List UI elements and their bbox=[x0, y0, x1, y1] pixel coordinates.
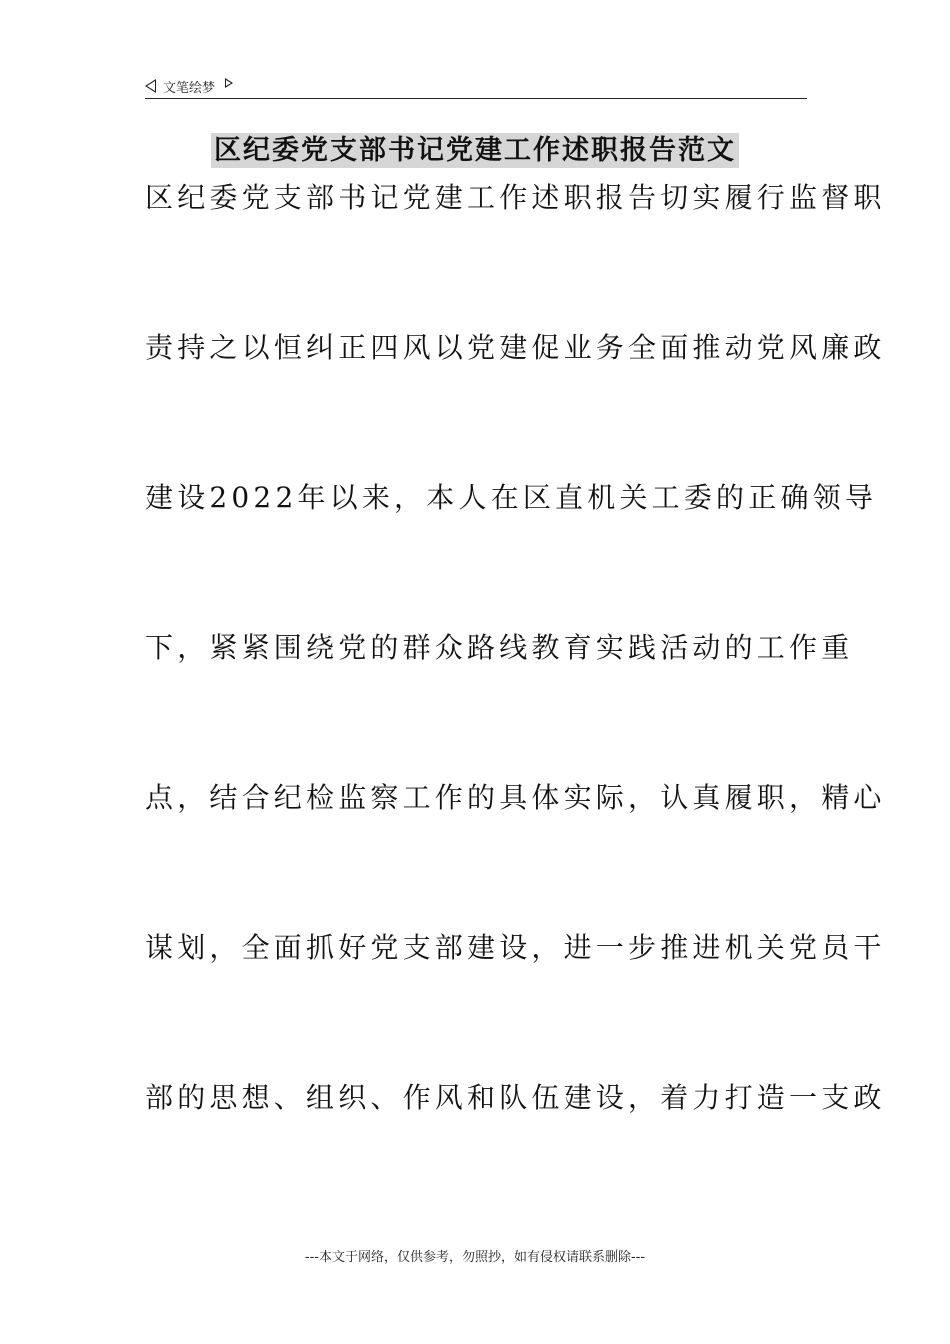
body-line: 部的思想、组织、作风和队伍建设，着力打造一支政 bbox=[145, 1081, 886, 1114]
triangle-left-icon bbox=[145, 79, 156, 93]
body-line: 点，结合纪检监察工作的具体实际，认真履职，精心 bbox=[145, 781, 886, 814]
body-line: 责持之以恒纠正四风以党建促业务全面推动党风廉政 bbox=[145, 331, 886, 364]
body-line: 谋划，全面抓好党支部建设，进一步推进机关党员干 bbox=[145, 931, 886, 964]
page-header bbox=[145, 74, 807, 99]
document-body bbox=[145, 176, 886, 1226]
body-line: 建设2022年以来，本人在区直机关工委的正确领导 bbox=[145, 481, 878, 514]
body-line: 区纪委党支部书记党建工作述职报告切实履行监督职 bbox=[145, 181, 886, 214]
triangle-right-icon bbox=[225, 78, 233, 88]
document-title-text: 区纪委党支部书记党建工作述职报告范文 bbox=[211, 133, 739, 168]
footer-notice: ---本文于网络，仅供参考，勿照抄，如有侵权请联系删除--- bbox=[304, 1250, 646, 1265]
body-line: 下，紧紧围绕党的群众路线教育实践活动的工作重 bbox=[145, 631, 854, 664]
header-brand: 文笔绘梦 bbox=[163, 80, 216, 96]
document-title bbox=[0, 128, 950, 167]
